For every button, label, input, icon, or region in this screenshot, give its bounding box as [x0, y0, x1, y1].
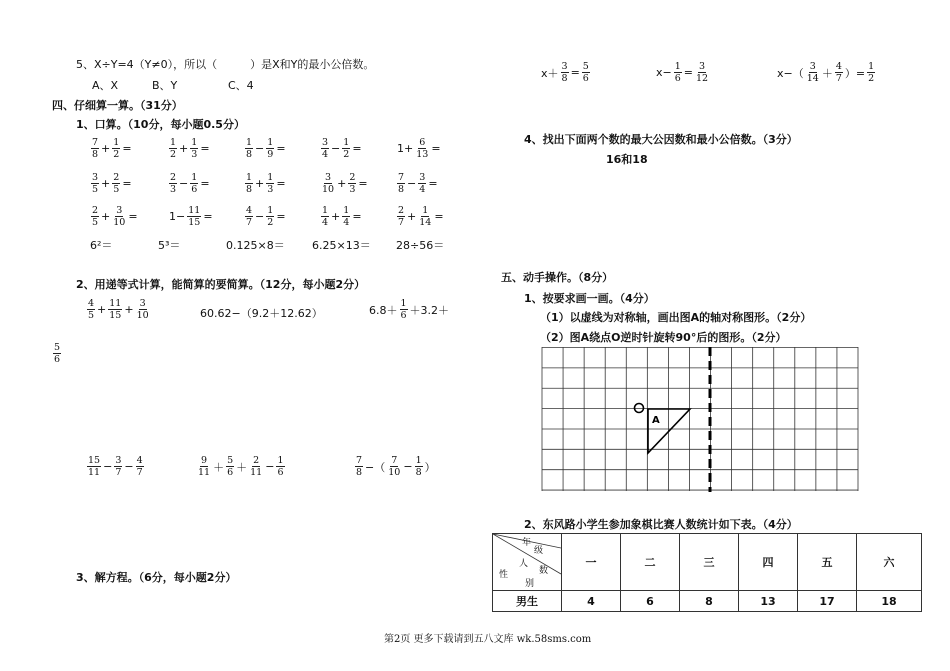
numerator: 1 — [267, 172, 274, 183]
numerator: 1 — [267, 205, 274, 216]
oral-item — [244, 205, 287, 228]
fraction — [169, 172, 177, 195]
fraction — [321, 205, 329, 228]
operator: 1+ — [397, 142, 414, 155]
denominator: 15 — [188, 217, 201, 228]
numerator: 7 — [398, 172, 405, 183]
denominator: 5 — [113, 184, 120, 195]
numerator: 4 — [246, 205, 253, 216]
equals-sign: = — [434, 210, 444, 223]
denominator: 4 — [419, 184, 426, 195]
table-header-row — [493, 534, 922, 591]
q2-expr-3-wrap: $\frac{5}{6}$ — [54, 342, 61, 365]
numerator: 7 — [92, 137, 99, 148]
operator: + — [101, 142, 111, 155]
fraction — [112, 205, 126, 228]
denominator: 9 — [267, 149, 274, 160]
operator: + — [331, 210, 341, 223]
oral-item — [244, 172, 287, 195]
numerator: 1 — [246, 172, 253, 183]
equals-sign: = — [122, 142, 132, 155]
numerator: 1 — [267, 137, 274, 148]
page-footer: 第2页 更多下载请到五八文库 wk.58sms.com — [384, 634, 592, 645]
numerator: 6 — [419, 137, 426, 148]
numerator: 1 — [343, 137, 350, 148]
oral-item — [396, 205, 445, 228]
boys-grade-4: 13 — [739, 591, 798, 612]
fraction — [266, 137, 274, 160]
grade-2-header: 二 — [621, 534, 680, 591]
fraction — [112, 172, 120, 195]
q5-text: 5、X÷Y=4（Y≠0），所以（ ）是X和Y的最小公倍数。 — [76, 58, 375, 71]
oral-item — [90, 205, 139, 228]
numerator: 1 — [191, 172, 198, 183]
oral-item — [244, 137, 287, 160]
denominator: 3 — [170, 184, 177, 195]
numerator: 2 — [398, 205, 405, 216]
row-label-boys: 男生 — [493, 591, 562, 612]
fraction — [397, 205, 405, 228]
operator: − — [179, 177, 189, 190]
fraction — [245, 205, 253, 228]
denominator: 2 — [267, 217, 274, 228]
denominator: 8 — [246, 149, 253, 160]
numerator: 1 — [343, 205, 350, 216]
oral-item — [168, 205, 214, 228]
diag-label-2: 级 — [534, 546, 544, 556]
denominator: 3 — [349, 184, 356, 195]
numerator: 1 — [322, 205, 329, 216]
denominator: 4 — [343, 217, 350, 228]
equation-1: x＋ $\frac{3}{8}$ = $\frac{5}{6}$ — [541, 61, 589, 84]
denominator: 8 — [92, 149, 99, 160]
denominator: 8 — [246, 184, 253, 195]
fraction — [418, 172, 426, 195]
fraction — [112, 137, 120, 160]
fraction — [190, 172, 198, 195]
boys-grade-6: 18 — [857, 591, 922, 612]
fraction — [397, 172, 405, 195]
equals-sign: = — [352, 210, 362, 223]
fraction — [169, 137, 177, 160]
drawing-grid — [540, 347, 860, 492]
oral-item: 5³＝ — [158, 239, 181, 252]
numerator: 1 — [191, 137, 198, 148]
oral-item: 6²＝ — [90, 239, 113, 252]
operator: + — [179, 142, 189, 155]
diag-label-5: 性 — [499, 570, 509, 580]
numerator: 3 — [325, 172, 332, 183]
numerator: 1 — [170, 137, 177, 148]
operator: − — [407, 177, 417, 190]
denominator: 10 — [322, 184, 335, 195]
numerator: 3 — [419, 172, 426, 183]
equals-sign: = — [431, 142, 441, 155]
operator: − — [331, 142, 341, 155]
equals-sign: = — [428, 177, 438, 190]
q4-numbers: 16和18 — [606, 153, 648, 166]
denominator: 14 — [419, 217, 432, 228]
q2-title: 2、用递等式计算，能简算的要简算。（12分，每小题2分） — [76, 278, 366, 291]
oral-item — [168, 137, 211, 160]
q5-option-b: B、Y — [152, 79, 178, 92]
operator: + — [101, 210, 111, 223]
equals-sign: = — [128, 210, 138, 223]
q5-option-a: A、X — [92, 79, 119, 92]
fraction — [245, 137, 253, 160]
q1-title: 1、口算。（10分，每小题0.5分） — [76, 118, 245, 131]
numerator: 1 — [246, 137, 253, 148]
numerator: 3 — [116, 205, 123, 216]
fraction — [418, 205, 432, 228]
denominator: 7 — [398, 217, 405, 228]
operator: − — [255, 142, 265, 155]
oral-item — [320, 205, 363, 228]
denominator: 4 — [322, 149, 329, 160]
stats-table — [492, 533, 922, 612]
section5-title: 五、动手操作。（8分） — [501, 271, 614, 284]
operator: + — [407, 210, 417, 223]
fraction — [91, 205, 99, 228]
grid-lines — [542, 347, 858, 491]
grade-4-header: 四 — [739, 534, 798, 591]
grade-3-header: 三 — [680, 534, 739, 591]
boys-grade-1: 4 — [562, 591, 621, 612]
oral-item — [396, 137, 442, 160]
oral-item — [90, 172, 133, 195]
numerator: 11 — [188, 205, 201, 216]
oral-item: 6.25×13＝ — [312, 239, 371, 252]
grade-6-header: 六 — [857, 534, 922, 591]
oral-item: 0.125×8＝ — [226, 239, 285, 252]
numerator: 3 — [322, 137, 329, 148]
fraction — [321, 172, 335, 195]
q2-expr-3: 6.8＋ $\frac{1}{6}$ ＋3.2＋ — [369, 298, 450, 321]
equals-sign: = — [203, 210, 213, 223]
q2-expr-2: 60.62−（9.2＋12.62） — [200, 307, 323, 320]
denominator: 4 — [322, 217, 329, 228]
denominator: 7 — [246, 217, 253, 228]
numerator: 2 — [92, 205, 99, 216]
q5-1-a: （1）以虚线为对称轴，画出图A的轴对称图形。（2分） — [540, 311, 812, 324]
q5-option-c: C、4 — [228, 79, 254, 92]
numerator: 3 — [92, 172, 99, 183]
denominator: 3 — [267, 184, 274, 195]
q2-expr-6: $\frac{7}{8}$ −（ $\frac{7}{10}$ − $\frac{1}{8}$ ） — [356, 455, 436, 478]
oral-item — [90, 137, 133, 160]
fraction — [415, 137, 429, 160]
numerator: 2 — [349, 172, 356, 183]
denominator: 8 — [398, 184, 405, 195]
fraction — [321, 137, 329, 160]
equation-3: x−（ $\frac{3}{14}$ ＋ $\frac{4}{7}$ ）= $\frac{1}{2}$ — [777, 61, 875, 84]
equals-sign: = — [276, 177, 286, 190]
fraction — [348, 172, 356, 195]
oral-item — [396, 172, 439, 195]
equals-sign: = — [122, 177, 132, 190]
denominator: 5 — [92, 217, 99, 228]
denominator: 2 — [113, 149, 120, 160]
denominator: 2 — [170, 149, 177, 160]
denominator: 6 — [191, 184, 198, 195]
boys-grade-2: 6 — [621, 591, 680, 612]
diag-label-6: 别 — [525, 579, 535, 589]
equals-sign: = — [352, 142, 362, 155]
q3-title: 3、解方程。（6分，每小题2分） — [76, 571, 237, 584]
diag-label-4: 数 — [539, 566, 549, 576]
numerator: 2 — [170, 172, 177, 183]
operator: + — [337, 177, 347, 190]
diag-label-3: 人 — [519, 559, 529, 569]
oral-item — [320, 172, 369, 195]
operator: + — [101, 177, 111, 190]
fraction — [342, 205, 350, 228]
denominator: 2 — [343, 149, 350, 160]
section4-title: 四、仔细算一算。（31分） — [52, 99, 183, 112]
table-row — [493, 591, 922, 612]
q5-1-b: （2）图A绕点O逆时针旋转90°后的图形。（2分） — [540, 331, 787, 344]
point-o-marker — [635, 404, 644, 413]
point-o-label: O — [540, 347, 541, 348]
q2-expr-4: $\frac{15}{11}$ − $\frac{3}{7}$ − $\frac{4}{7}$ — [88, 455, 143, 478]
operator: + — [255, 177, 265, 190]
fraction — [190, 137, 198, 160]
equation-2: x− $\frac{1}{6}$ = $\frac{3}{12}$ — [656, 61, 709, 84]
figure-a-label: A — [652, 415, 660, 426]
operator: − — [255, 210, 265, 223]
diag-label-1: 年 — [522, 538, 532, 548]
fraction — [266, 172, 274, 195]
equals-sign: = — [200, 142, 210, 155]
fraction — [266, 205, 274, 228]
operator: 1− — [169, 210, 186, 223]
fraction — [342, 137, 350, 160]
numerator: 1 — [113, 137, 120, 148]
boys-grade-3: 8 — [680, 591, 739, 612]
q5-2-title: 2、东风路小学生参加象棋比赛人数统计如下表。（4分） — [524, 518, 798, 531]
table-diagonal-header — [493, 534, 562, 591]
numerator: 2 — [113, 172, 120, 183]
q2-expr-5: $\frac{9}{11}$ ＋ $\frac{5}{6}$ ＋ $\frac{2}{11}$ − $\frac{1}{6}$ — [198, 455, 284, 478]
equals-sign: = — [276, 142, 286, 155]
grade-1-header: 一 — [562, 534, 621, 591]
q4-title: 4、找出下面两个数的最大公因数和最小公倍数。（3分） — [524, 133, 798, 146]
oral-item — [320, 137, 363, 160]
grade-5-header: 五 — [798, 534, 857, 591]
equals-sign: = — [200, 177, 210, 190]
q5-1-title: 1、按要求画一画。（4分） — [524, 292, 655, 305]
numerator: 1 — [422, 205, 429, 216]
boys-grade-5: 17 — [798, 591, 857, 612]
denominator: 5 — [92, 184, 99, 195]
denominator: 10 — [113, 217, 126, 228]
oral-item: 28÷56＝ — [396, 239, 445, 252]
denominator: 13 — [416, 149, 429, 160]
fraction — [245, 172, 253, 195]
equals-sign: = — [276, 210, 286, 223]
equals-sign: = — [358, 177, 368, 190]
q2-expr-1: $\frac{4}{5}$ + $\frac{11}{15}$ + $\frac{3}{10}$ — [88, 298, 149, 321]
fraction — [91, 137, 99, 160]
fraction — [91, 172, 99, 195]
oral-item — [168, 172, 211, 195]
fraction — [187, 205, 201, 228]
denominator: 3 — [191, 149, 198, 160]
